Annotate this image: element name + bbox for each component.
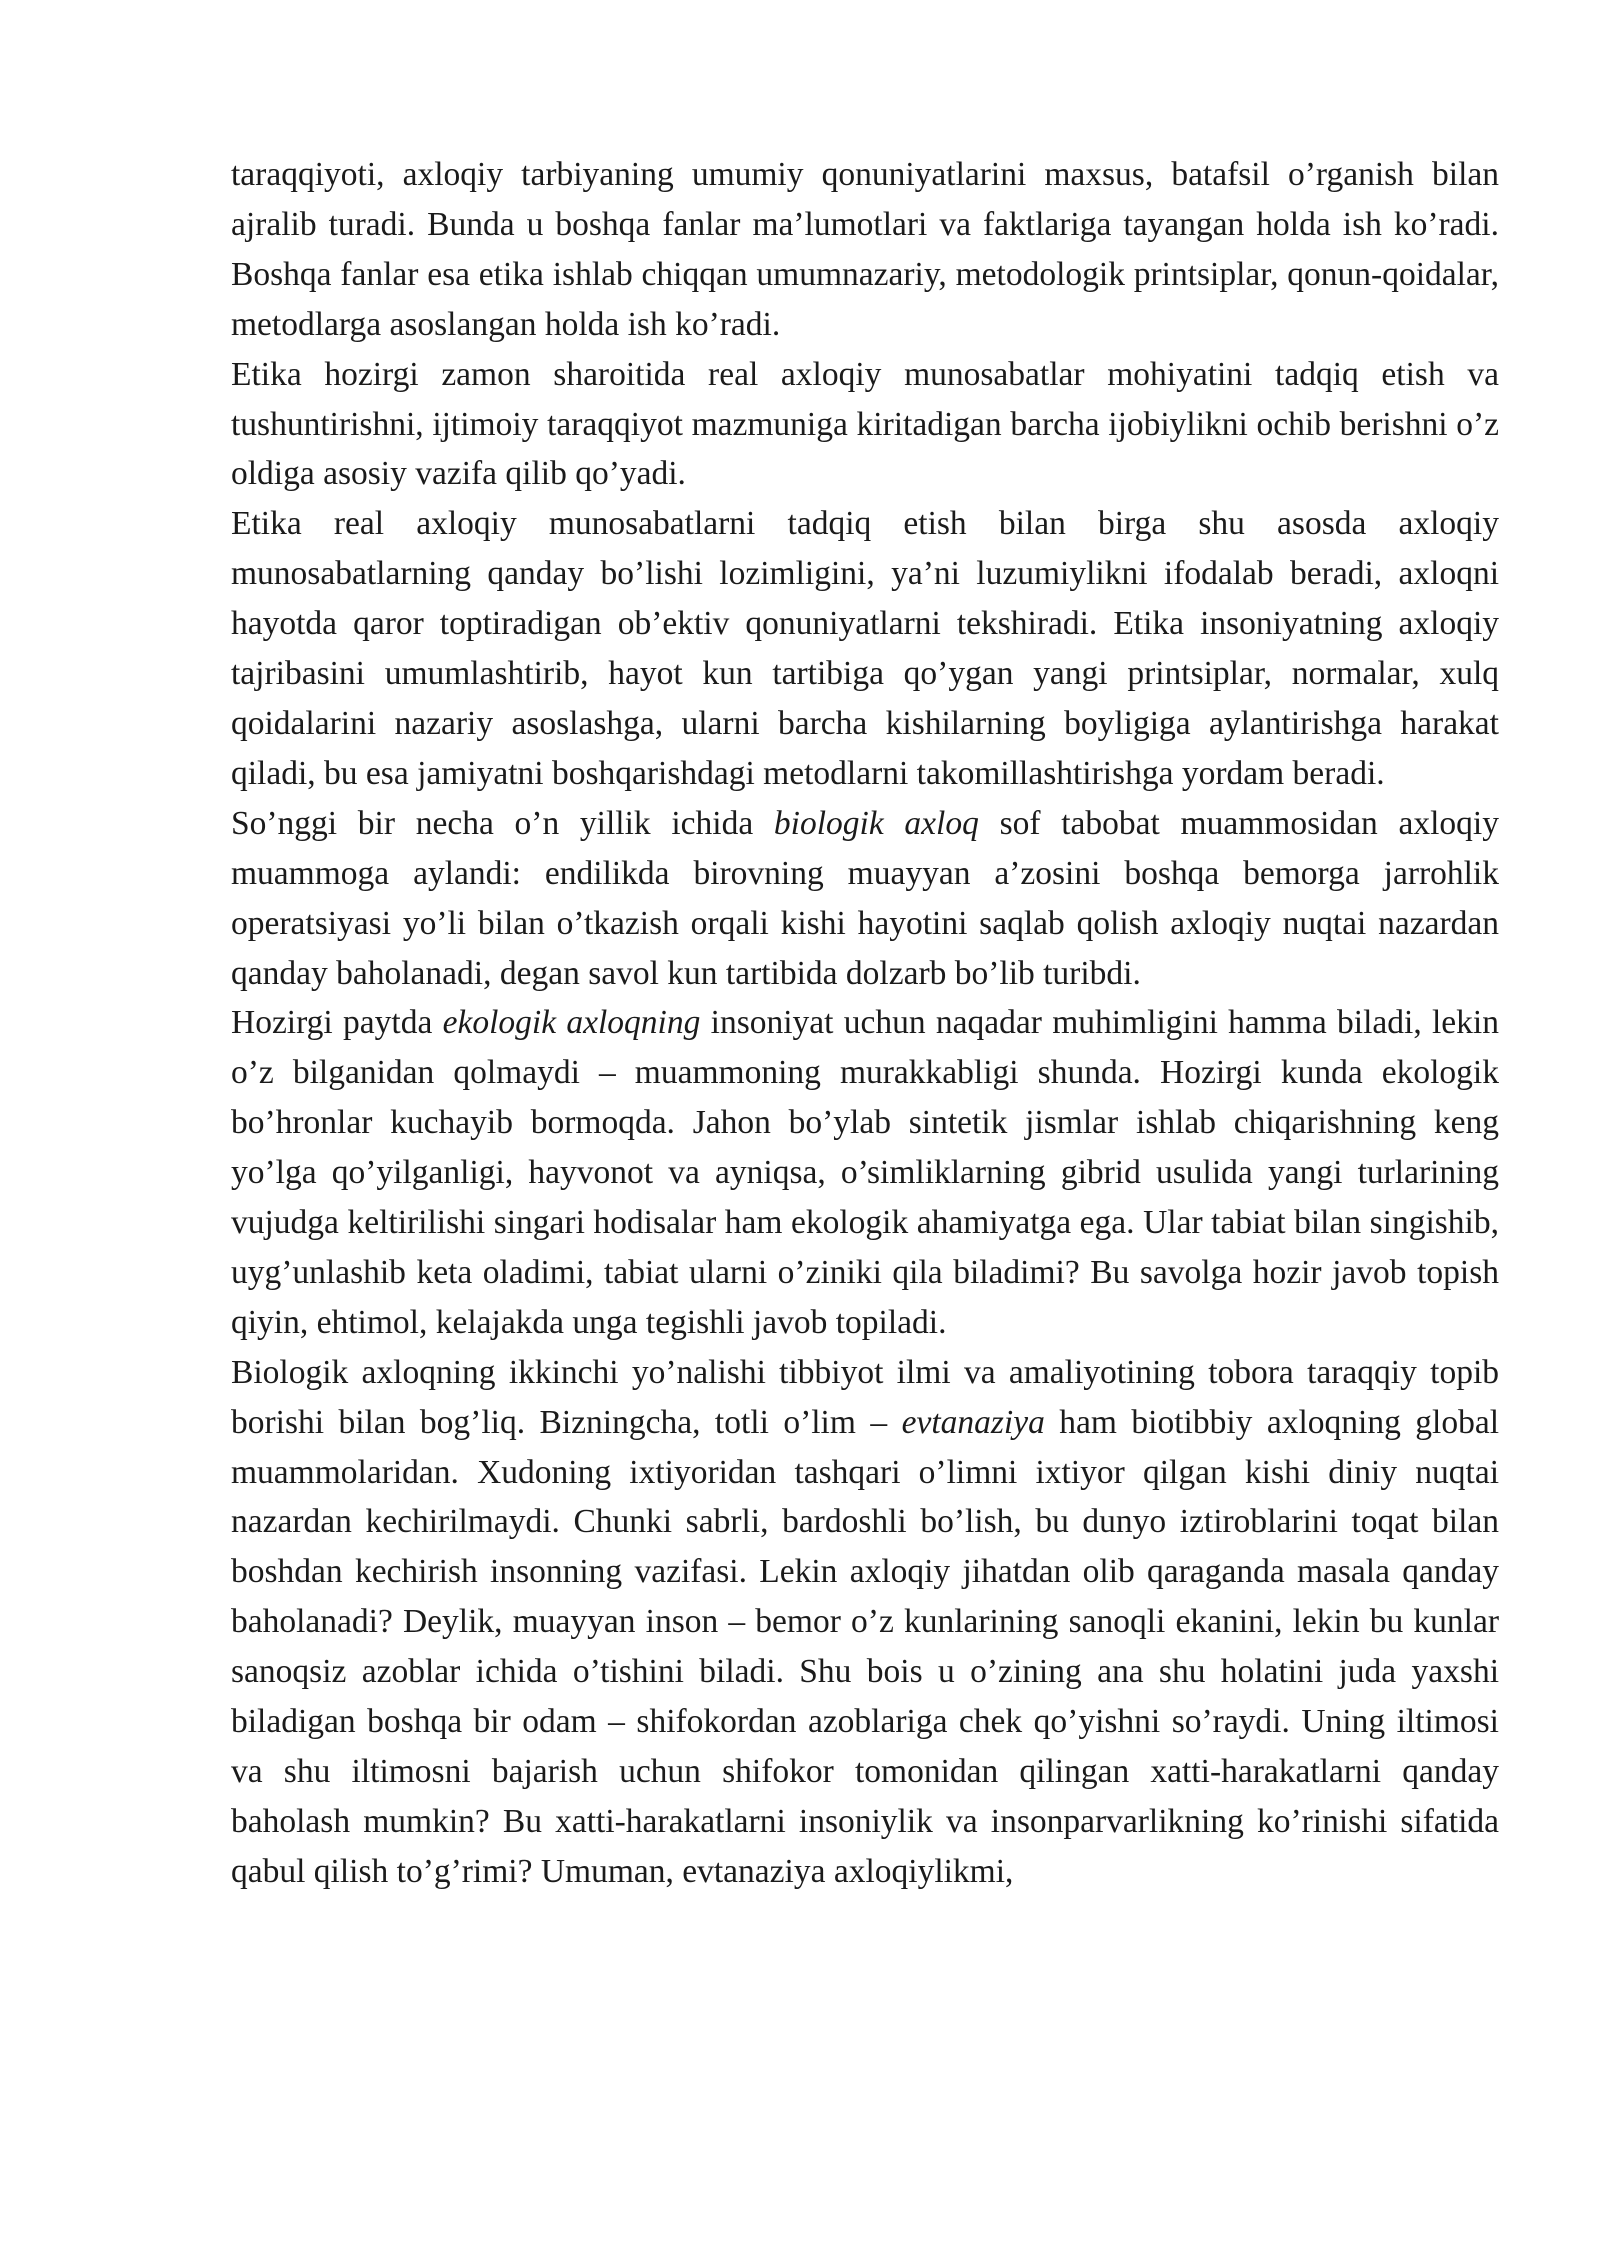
term-ekologik-axloqning: ekologik axloqning xyxy=(442,1004,701,1042)
paragraph-2 xyxy=(231,350,1499,500)
paragraph-3-text: Etika real axloqiy munosabatlarni tadqiq etish bilan birga shu asosda axloqiy munosabatlarning qanday bo’lishi lozimligini, ya’ni luzumiylikni ifodalab beradi, axloqni hayotda qaror toptiradigan ob’ektiv qonuniyatlarni tekshiradi. Etika insoniyatning axloqiy tajribasini umumlashtirib, hayot kun tartibiga qo’ygan yangi printsiplar, normalar, xulq qoidalarini nazariy asoslashga, ularni barcha kishilarning boyligiga aylantirishga harakat qiladi, bu esa jamiyatni boshqarishdagi metodlarni takomillashtirishga yordam beradi. xyxy=(231,505,1499,792)
paragraph-6 xyxy=(231,1348,1499,1897)
paragraph-5-text-start: Hozirgi paytda xyxy=(231,1004,443,1042)
paragraph-4 xyxy=(231,799,1499,999)
paragraph-6-text-rest: ham biotibbiy axloqning global muammolaridan. Xudoning ixtiyoridan tashqari o’limni ixtiyor qilgan kishi diniy nuqtai nazardan kechirilmaydi. Chunki sabrli, bardoshli bo’lish, bu dunyo iztiroblarini toqat bilan boshdan kechirish insonning vazifasi. Lekin axloqiy jihatdan olib qaraganda masala qanday baholanadi? Deylik, muayyan inson – bemor o’z kunlarining sanoqli ekanini, lekin bu kunlar sanoqsiz azoblar ichida o’tishini biladi. Shu bois u o’zining ana shu holatini juda yaxshi biladigan boshqa bir odam – shifokordan azoblariga chek qo’yishni so’raydi. Uning iltimosi va shu iltimosni bajarish uchun shifokor tomonidan qilingan xatti-harakatlarni qanday baholash mumkin? Bu xatti-harakatlarni insoniylik va insonparvarlikning ko’rinishi sifatida qabul qilish to’g’rimi? Umuman, evtanaziya axloqiylikmi, xyxy=(231,1403,1500,1890)
paragraph-1-text: taraqqiyoti, axloqiy tarbiyaning umumiy qonuniyatlarini maxsus, batafsil o’rganish bilan ajralib turadi. Bunda u boshqa fanlar ma’lumotlari va faktlariga tayangan holda ish ko’radi. Boshqa fanlar esa etika ishlab chiqqan umumnazariy, metodologik printsiplar, qonun-qoidalar, metodlarga asoslangan holda ish ko’radi. xyxy=(231,156,1499,343)
term-evtanaziya: evtanaziya xyxy=(901,1403,1045,1441)
paragraph-4-text-rest: sof tabobat muammosidan axloqiy muammoga aylandi: endilikda birovning muayyan a’zosini boshqa bemorga jarrohlik operatsiyasi yo’li bilan o’tkazish orqali kishi hayotini saqlab qolish axloqiy nuqtai nazardan qanday baholanadi, degan savol kun tartibida dolzarb bo’lib turibdi. xyxy=(231,804,1499,992)
paragraph-5-text-rest: insoniyat uchun naqadar muhimligini hamma biladi, lekin o’z bilganidan qolmaydi – muammoning murakkabligi shunda. Hozirgi kunda ekologik bo’hronlar kuchayib bormoqda. Jahon bo’ylab sintetik jismlar ishlab chiqarishning keng yo’lga qo’yilganligi, hayvonot va ayniqsa, o’simliklarning gibrid usulida yangi turlarining vujudga keltirilishi singari hodisalar ham ekologik ahamiyatga ega. Ular tabiat bilan singishib, uyg’unlashib keta oladimi, tabiat ularni o’ziniki qila biladimi? Bu savolga hozir javob topish qiyin, ehtimol, kelajakda unga tegishli javob topiladi. xyxy=(231,1004,1499,1341)
paragraph-3 xyxy=(231,499,1499,798)
document-page xyxy=(231,150,1499,1897)
paragraph-2-text: Etika hozirgi zamon sharoitida real axloqiy munosabatlar mohiyatini tadqiq etish va tushuntirishni, ijtimoiy taraqqiyot mazmuniga kiritadigan barcha ijobiylikni ochib berishni o’z oldiga asosiy vazifa qilib qo’yadi. xyxy=(231,355,1499,493)
paragraph-4-text-start: So’nggi bir necha o’n yillik ichida xyxy=(231,804,774,842)
paragraph-5 xyxy=(231,998,1499,1347)
paragraph-6-text-start: Biologik axloqning ikkinchi yo’nalishi tibbiyot ilmi va amaliyotining tobora taraqqiy topib borishi bilan bog’liq. Bizningcha, totli o’lim – xyxy=(231,1353,1499,1441)
term-biologik-axloq: biologik axloq xyxy=(773,804,979,842)
paragraph-1 xyxy=(231,150,1499,350)
